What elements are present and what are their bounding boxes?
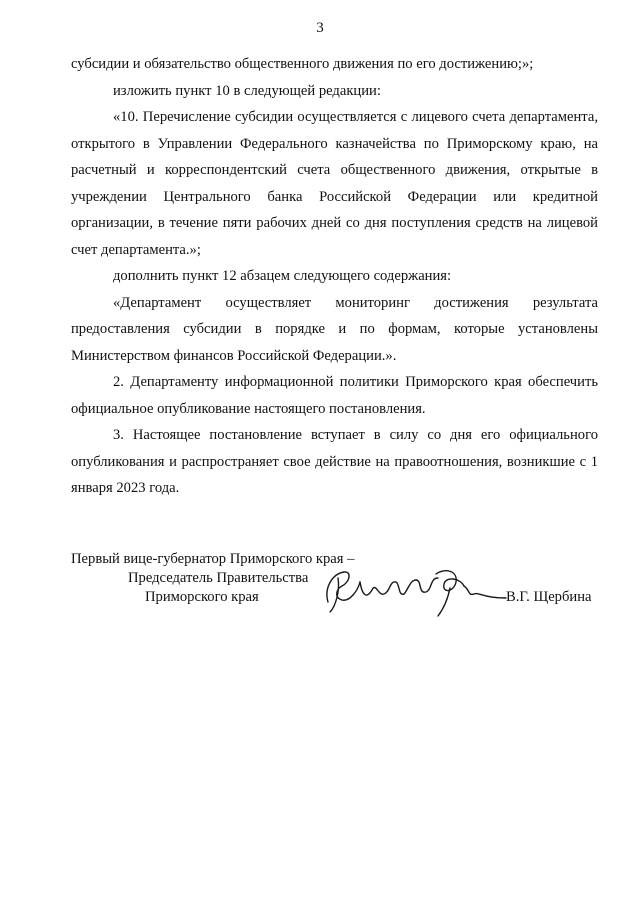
paragraph-point-12-text: «Департамент осуществляет мониторинг достижения результата предоставления субсидии в порядке и по формам, которые установлены Министерством финансов Российской Федерации.». [71,294,598,364]
paragraph-clause-3: 3. Настоящее постановление вступает в силу со дня его официального опубликования и распространяет свое действие на правоотношения, возникшие с 1 января 2023 года. [71,427,598,496]
signatory-title-line-1: Первый вице-губернатор Приморского края – [71,551,355,567]
paragraph-amend-point-10: изложить пункт 10 в следующей редакции: [113,82,381,99]
handwritten-signature [318,560,508,620]
document-body [71,51,598,502]
paragraph-amend-point-12: дополнить пункт 12 абзацем следующего содержания: [113,268,452,284]
signatory-name: В.Г. Щербина [506,589,592,605]
paragraph-point-10-text: «10. Перечисление субсидии осуществляется с лицевого счета департамента, открытого в Управлении Федерального казначейства по Приморскому краю, на расчетный и корреспондентский счета общественного движения, открытые в учреждении Центрального банка Российской Федерации или кредитной организации, в течение пяти рабочих дней со дня поступления средств на лицевой счет департамента.»; [71,109,598,258]
paragraph-continuation: субсидии и обязательство общественного движения по его достижению;»; [71,56,534,72]
signatory-title-line-3: Приморского края [145,589,259,605]
page-number: 3 [316,20,324,36]
signatory-title-line-2: Председатель Правительства [128,570,309,586]
paragraph-clause-2: 2. Департаменту информационной политики Приморского края обеспечить официальное опубликование настоящего постановления. [71,374,598,417]
